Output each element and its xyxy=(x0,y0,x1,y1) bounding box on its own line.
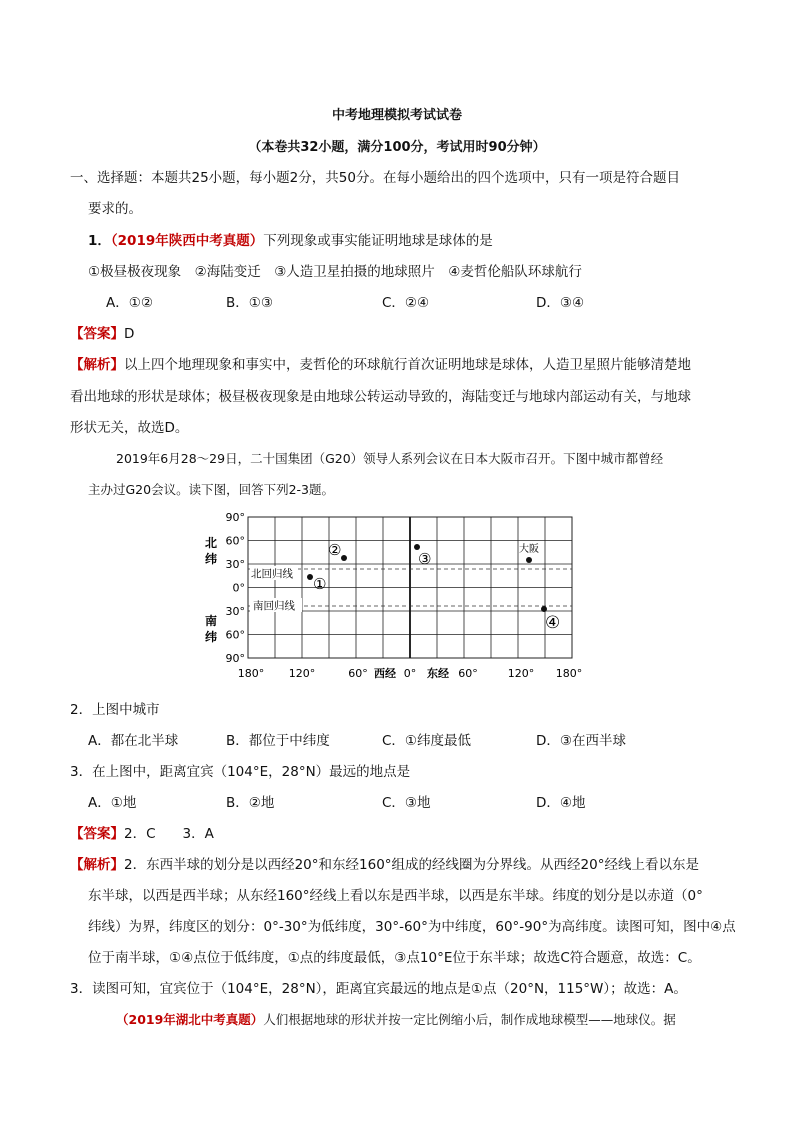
south-label-2: 纬 xyxy=(205,630,218,644)
q23-analysis-line2: 东半球，以西是西半球；从东经160°经线上看以东是西半球，以西是东半球。纬度的划分是以赤道（0° xyxy=(88,888,703,904)
q1-analysis-label: 【解析】 xyxy=(70,357,124,373)
west-longitude-label: 西经 xyxy=(374,667,396,680)
q1-stem: 下列现象或事实能证明地球是球体的是 xyxy=(263,233,493,249)
lon-tick-180e: 180° xyxy=(555,667,583,680)
q23-analysis-line3: 纬线）为界，纬度区的划分：0°-30°为低纬度，30°-60°为中纬度，60°-90°为高纬度。读图可知，图中④点 xyxy=(88,919,736,935)
q2-option-b: B．都位于中纬度 xyxy=(226,733,330,749)
map-grid xyxy=(248,517,572,658)
lon-tick-60w: 60° xyxy=(348,667,368,680)
q1-analysis-line2: 看出地球的形状是球体；极昼极夜现象是由地球公转运动导致的，海陆变迁与地球内部运动有关，与地球 xyxy=(70,389,691,405)
q23-analysis-line4: 位于南半球，①④点位于低纬度，①点的纬度最低，③点10°E位于东半球；故选C符合题意，故选：C。 xyxy=(88,950,701,966)
city-label-3: ③ xyxy=(418,550,432,568)
q1-analysis-text-1: 以上四个地理现象和事实中，麦哲伦的环球航行首次证明地球是球体，人造卫星照片能够清楚地 xyxy=(124,357,691,373)
q23-analysis-line1 xyxy=(70,853,699,873)
lon-tick-180w: 180° xyxy=(237,667,265,680)
lon-tick-120e: 120° xyxy=(507,667,535,680)
q3-option-a: A．①地 xyxy=(88,795,137,811)
q1-items: ①极昼极夜现象 ②海陆变迁 ③人造卫星拍摄的地球照片 ④麦哲伦船队环球航行 xyxy=(88,264,582,280)
lon-tick-0: 0° xyxy=(403,667,417,680)
q1-source: （2019年陕西中考真题） xyxy=(110,233,264,249)
q4-intro-line xyxy=(116,1010,676,1028)
q1-answer: D xyxy=(124,326,135,342)
q2-option-d: D．③在西半球 xyxy=(536,733,626,749)
city-point-4 xyxy=(541,606,547,612)
q3-stem: 3．在上图中，距离宜宾（104°E，28°N）最远的地点是 xyxy=(70,764,411,780)
lat-tick-30n: 30° xyxy=(225,558,245,571)
q3-option-b: B．②地 xyxy=(226,795,275,811)
q2-option-a: A．都在北半球 xyxy=(88,733,179,749)
q23-answer-label: 【答案】 xyxy=(70,826,124,842)
lon-tick-60e: 60° xyxy=(458,667,478,680)
city-point-2 xyxy=(341,555,347,561)
lat-tick-60n: 60° xyxy=(225,534,245,548)
q23-answer-line xyxy=(70,822,214,842)
q3-option-c: C．③地 xyxy=(382,795,431,811)
q1-answer-line xyxy=(70,322,134,342)
q1-stem-line xyxy=(88,229,493,249)
page-subtitle: （本卷共32小题，满分100分，考试用时90分钟） xyxy=(248,140,546,155)
q1-answer-label: 【答案】 xyxy=(70,326,124,342)
lat-tick-90s: 90° xyxy=(225,652,245,665)
page-title: 中考地理模拟考试试卷 xyxy=(331,108,462,123)
lat-tick-30s: 30° xyxy=(225,605,245,618)
q1-analysis-line3: 形状无关，故选D。 xyxy=(70,420,189,436)
q4-text: 人们根据地球的形状并按一定比例缩小后，制作成地球模型——地球仪。据 xyxy=(263,1012,676,1027)
q2-stem: 2．上图中城市 xyxy=(70,702,160,718)
city-point-osaka xyxy=(526,557,532,563)
q1-option-a: A．①② xyxy=(106,295,153,311)
q4-source: （2019年湖北中考真题） xyxy=(116,1012,264,1027)
passage-line2: 主办过G20会议。读下图，回答下列2-3题。 xyxy=(88,482,335,497)
q1-option-d: D．③④ xyxy=(536,295,585,311)
q1-option-c: C．②④ xyxy=(382,295,430,311)
longitude-tick-labels xyxy=(238,666,583,680)
q23-answer: 2．C 3．A xyxy=(124,826,214,842)
q23-analysis-text-1: 2．东西半球的划分是以西经20°和东经160°组成的经线圈为分界线。从西经20°经线上看以东是 xyxy=(124,857,699,873)
lat-tick-60s: 60° xyxy=(225,628,245,642)
lat-tick-0: 0° xyxy=(232,581,245,595)
q1-option-b: B．①③ xyxy=(226,295,273,311)
city-label-2: ② xyxy=(328,541,342,559)
tropic-of-capricorn-label: 南回归线 xyxy=(253,600,295,612)
section1-line2: 要求的。 xyxy=(88,201,142,217)
city-label-osaka: 大阪 xyxy=(519,544,539,555)
north-label-1: 北 xyxy=(205,536,218,550)
tropic-of-cancer-label: 北回归线 xyxy=(251,568,293,580)
q3-option-d: D．④地 xyxy=(536,795,586,811)
city-points xyxy=(307,541,560,633)
latitude-longitude-map xyxy=(195,505,615,685)
q23-analysis-label: 【解析】 xyxy=(70,857,124,873)
section1-line1: 一、选择题：本题共25小题，每小题2分，共50分。在每小题给出的四个选项中，只有一项是符合题目 xyxy=(70,170,680,186)
q23-analysis-line5: 3．读图可知，宜宾位于（104°E，28°N），距离宜宾最远的地点是①点（20°N，115°W）；故选：A。 xyxy=(70,981,687,997)
latitude-tick-labels xyxy=(226,511,246,665)
north-label-2: 纬 xyxy=(205,552,218,566)
passage-line1: 2019年6月28～29日，二十国集团（G20）领导人系列会议在日本大阪市召开。下图中城市都曾经 xyxy=(116,451,664,466)
q2-option-c: C．①纬度最低 xyxy=(382,733,472,749)
south-label-1: 南 xyxy=(205,614,218,628)
q1-number: 1． xyxy=(88,233,111,249)
lon-tick-120w: 120° xyxy=(288,667,316,680)
lat-tick-90n: 90° xyxy=(225,511,245,524)
q1-analysis-line1 xyxy=(70,353,691,373)
city-label-1: ① xyxy=(313,575,327,593)
city-label-4: ④ xyxy=(545,613,561,633)
east-longitude-label: 东经 xyxy=(427,667,449,680)
